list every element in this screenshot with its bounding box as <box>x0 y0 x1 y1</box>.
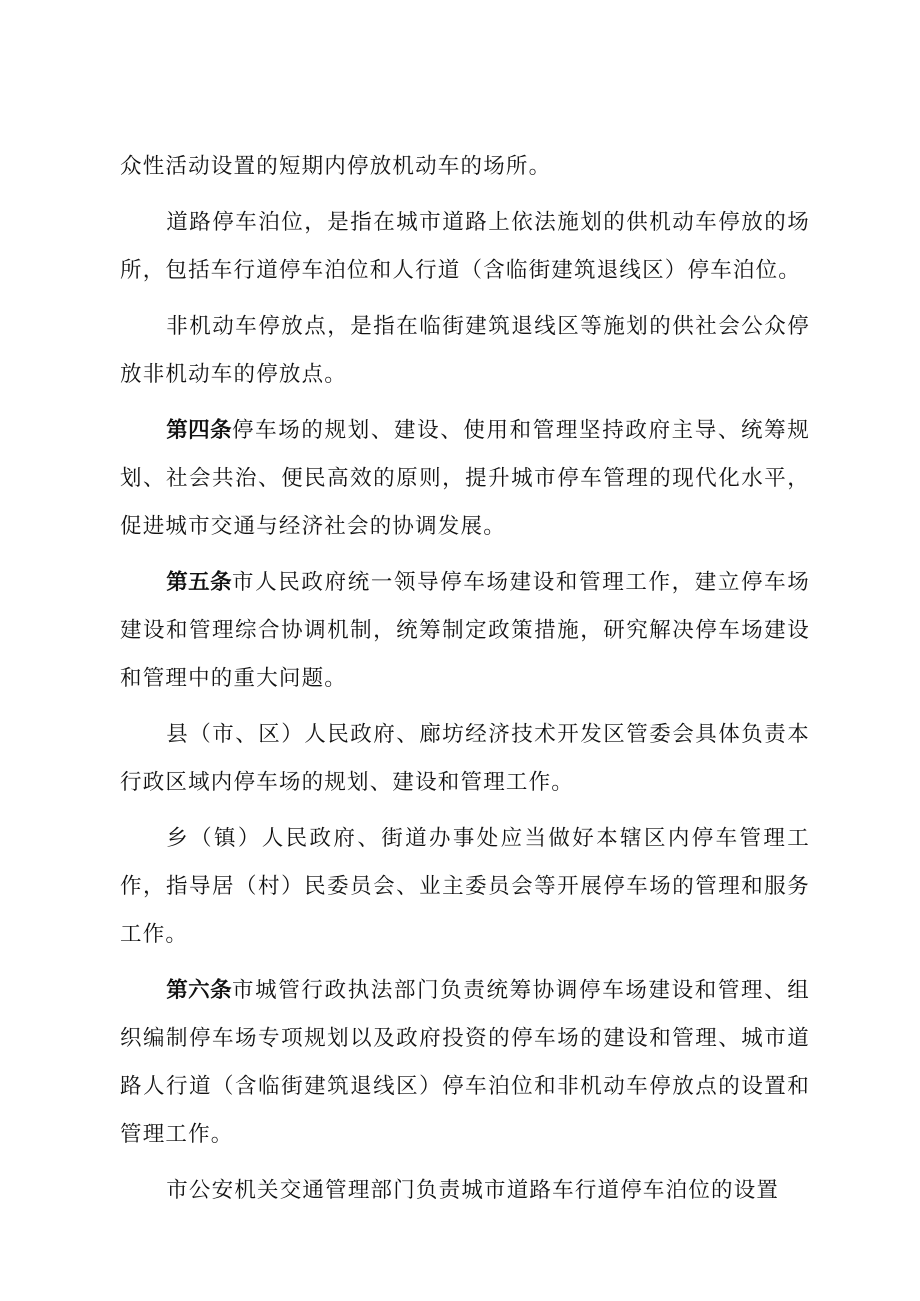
paragraph-text: 非机动车停放点，是指在临街建筑退线区等施划的供社会公众停放非机动车的停放点。 <box>120 314 810 387</box>
paragraph-text: 道路停车泊位，是指在城市道路上依法施划的供机动车停放的场所，包括车行道停车泊位和人行道（含临街建筑退线区）停车泊位。 <box>120 210 810 283</box>
paragraph-article-5 <box>120 559 810 703</box>
article-number: 第四条 <box>166 418 233 443</box>
paragraph-text: 市人民政府统一领导停车场建设和管理工作，建立停车场建设和管理综合协调机制，统筹制定政策措施，研究解决停车场建设和管理中的重大问题。 <box>120 570 810 691</box>
paragraph-article-6 <box>120 967 810 1159</box>
paragraph-township-government <box>120 815 810 959</box>
paragraph-article-4 <box>120 407 810 551</box>
paragraph-text: 众性活动设置的短期内停放机动车的场所。 <box>120 154 552 179</box>
paragraph-text: 停车场的规划、建设、使用和管理坚持政府主导、统筹规划、社会共治、便民高效的原则，提升城市停车管理的现代化水平，促进城市交通与经济社会的协调发展。 <box>120 418 810 539</box>
article-number: 第六条 <box>166 978 233 1003</box>
paragraph-traffic-police <box>120 1167 810 1215</box>
paragraph-nonmotor-definition <box>120 303 810 399</box>
paragraph-text: 乡（镇）人民政府、街道办事处应当做好本辖区内停车管理工作，指导居（村）民委员会、业主委员会等开展停车场的管理和服务工作。 <box>120 826 810 947</box>
document-page <box>120 143 810 1215</box>
paragraph-text: 市公安机关交通管理部门负责城市道路车行道停车泊位的设置 <box>166 1178 780 1203</box>
paragraph-continuation <box>120 143 810 191</box>
paragraph-county-government <box>120 711 810 807</box>
paragraph-text: 县（市、区）人民政府、廊坊经济技术开发区管委会具体负责本行政区域内停车场的规划、建设和管理工作。 <box>120 722 810 795</box>
article-number: 第五条 <box>166 570 233 595</box>
paragraph-text: 市城管行政执法部门负责统筹协调停车场建设和管理、组织编制停车场专项规划以及政府投资的停车场的建设和管理、城市道路人行道（含临街建筑退线区）停车泊位和非机动车停放点的设置和管理工作。 <box>120 978 810 1147</box>
paragraph-road-parking-definition <box>120 199 810 295</box>
